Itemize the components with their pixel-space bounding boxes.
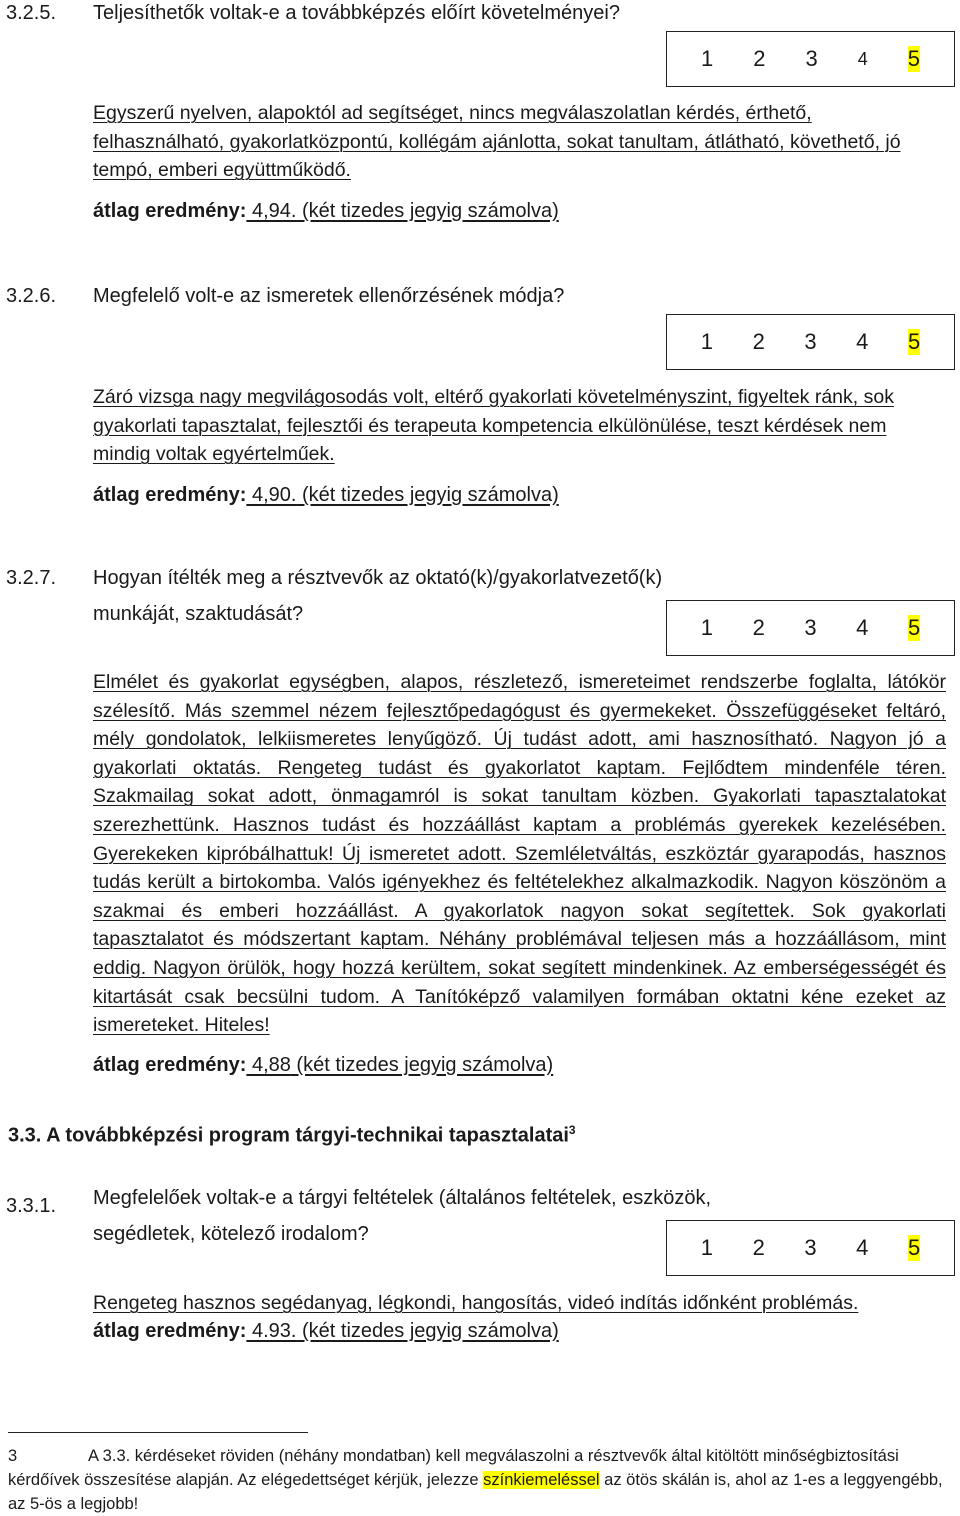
scale-4: 4 (857, 48, 868, 69)
average-note: (két tizedes jegyig számolva) (296, 1320, 559, 1342)
scale-3: 3 (805, 46, 818, 71)
rating-scale (666, 31, 955, 87)
average-result (93, 200, 559, 223)
scale-2: 2 (752, 1235, 765, 1260)
scale-2: 2 (752, 329, 765, 354)
average-value: 4,90. (246, 484, 297, 506)
average-note: (két tizedes jegyig számolva) (296, 200, 559, 222)
footnote-ref: 3 (568, 1123, 576, 1137)
footnote-highlight: színkiemeléssel (483, 1471, 600, 1489)
scale-3: 3 (804, 329, 817, 354)
scale-4: 4 (856, 615, 869, 640)
footnote-separator (8, 1432, 308, 1433)
scale-5-selected: 5 (907, 46, 920, 71)
question-text-line2: munkáját, szaktudását? (93, 603, 304, 625)
footnote-text-before: A 3.3. kérdéseket röviden (néhány mondatban) kell megválaszolni a résztvevők által kitöltött minőségbiztosítási kérdőívek összesítése alapján. Az elégedettséget kérjük, jelezze (8, 1447, 899, 1489)
scale-5-selected: 5 (907, 329, 921, 354)
question-number: 3.2.6. (6, 285, 57, 307)
average-value: 4,88 (246, 1054, 291, 1076)
scale-2: 2 (752, 615, 765, 640)
rating-scale (666, 1220, 955, 1276)
scale-3: 3 (804, 1235, 817, 1260)
section-title (8, 1123, 576, 1148)
average-result (93, 484, 559, 507)
scale-2: 2 (753, 46, 766, 71)
footnote (8, 1444, 953, 1516)
average-label: átlag eredmény: (93, 484, 247, 506)
scale-4: 4 (856, 329, 869, 354)
question-text: Megfelelő volt-e az ismeretek ellenőrzésének módja? (93, 285, 565, 307)
scale-1: 1 (700, 1235, 714, 1260)
scale-1: 1 (700, 329, 714, 354)
question-number: 3.2.7. (6, 567, 57, 589)
scale-5-selected: 5 (907, 1235, 921, 1260)
scale-5-selected: 5 (907, 615, 921, 640)
average-label: átlag eredmény: (93, 1054, 247, 1076)
scale-1: 1 (700, 46, 714, 71)
question-text-line1: Hogyan ítélték meg a résztvevők az oktató(k)/gyakorlatvezető(k) (93, 567, 663, 589)
question-number: 3.3.1. (6, 1195, 57, 1217)
footnote-text-after: az ötös skálán is, ahol az 1-es a leggyengébb, az 5-ös a legjobb! (8, 1471, 943, 1513)
average-result (93, 1054, 553, 1077)
answer-text: Elmélet és gyakorlat egységben, alapos, részletező, ismereteimet rendszerbe foglalta, látókör szélesítő. Más szemmel nézem fejlesztőpedagógust és gyermekeket. Összefüggéseket feltáró, mély gondolatok, lelkiismeretes lenyűgöző. Új tudást adott, ami hasznosítható. Nagyon jó a gyakorlati oktatás. Rengeteg tudást és gyakorlatot kaptam. Fejlődtem mindenféle téren. Szakmailag sokat adott, önmagamról is sokat tanultam közben. Gyakorlati tapasztalatokat szerezhettünk. Hasznos tudást és hozzáállást kaptam a problémás gyerekek kezelésében. Gyerekeken kipróbálhattuk! Új ismeretet adott. Szemléletváltás, eszköztár gyarapodás, hasznos tudás került a birtokomba. Valós igényekhez és feltételekhez alkalmazkodik. Nagyon köszönöm a szakmai és emberi hozzáállást. A gyakorlatok nagyon sokat segítettek. Sok gyakorlati tapasztalatot és módszertant kaptam. Néhány problémával teljesen más a hozzáállásom, mint eddig. Nagyon örülök, hogy hozzá kerültem, sokat segített mindenkinek. Az emberségességét és kitartását csak becsülni tudom. A Tanítóképző valamilyen formában oktatni kéne ezeket az ismereteket. Hiteles! (93, 671, 946, 1037)
rating-scale (666, 314, 955, 370)
average-value: 4.93. (246, 1320, 297, 1342)
footnote-mark: 3 (8, 1447, 18, 1465)
question-text: Teljesíthetők voltak-e a továbbképzés előírt követelményei? (93, 2, 620, 24)
average-label: átlag eredmény: (93, 1320, 247, 1342)
scale-3: 3 (804, 615, 817, 640)
answer-text: Záró vizsga nagy megvilágosodás volt, eltérő gyakorlati követelményszint, figyeltek ránk, sok gyakorlati tapasztalat, fejlesztői és terapeuta kompetencia elkülönülése, teszt kérdések nem mindig voltak egyértelműek. (93, 386, 894, 466)
question-text-line2: segédletek, kötelező irodalom? (93, 1223, 369, 1245)
average-result (93, 1320, 559, 1343)
answer-text: Egyszerű nyelven, alapoktól ad segítséget, nincs megválaszolatlan kérdés, érthető, felhasználható, gyakorlatközpontú, kollégám ajánlotta, sokat tanultam, átlátható, követhető, jó tempó, emberi együttműködő. (93, 102, 901, 182)
question-number: 3.2.5. (6, 2, 57, 24)
average-note: (két tizedes jegyig számolva) (296, 484, 559, 506)
average-note: (két tizedes jegyig számolva) (290, 1054, 554, 1076)
rating-scale (666, 600, 955, 656)
average-value: 4,94. (246, 200, 297, 222)
average-label: átlag eredmény: (93, 200, 247, 222)
scale-4: 4 (856, 1235, 869, 1260)
section-title-text: 3.3. A továbbképzési program tárgyi-technikai tapasztalatai (8, 1124, 569, 1147)
answer-text: Rengeteg hasznos segédanyag, légkondi, hangosítás, videó indítás időnként problémás. (93, 1292, 859, 1314)
question-text-line1: Megfelelőek voltak-e a tárgyi feltételek (általános feltételek, eszközök, (93, 1187, 712, 1209)
scale-1: 1 (700, 615, 714, 640)
